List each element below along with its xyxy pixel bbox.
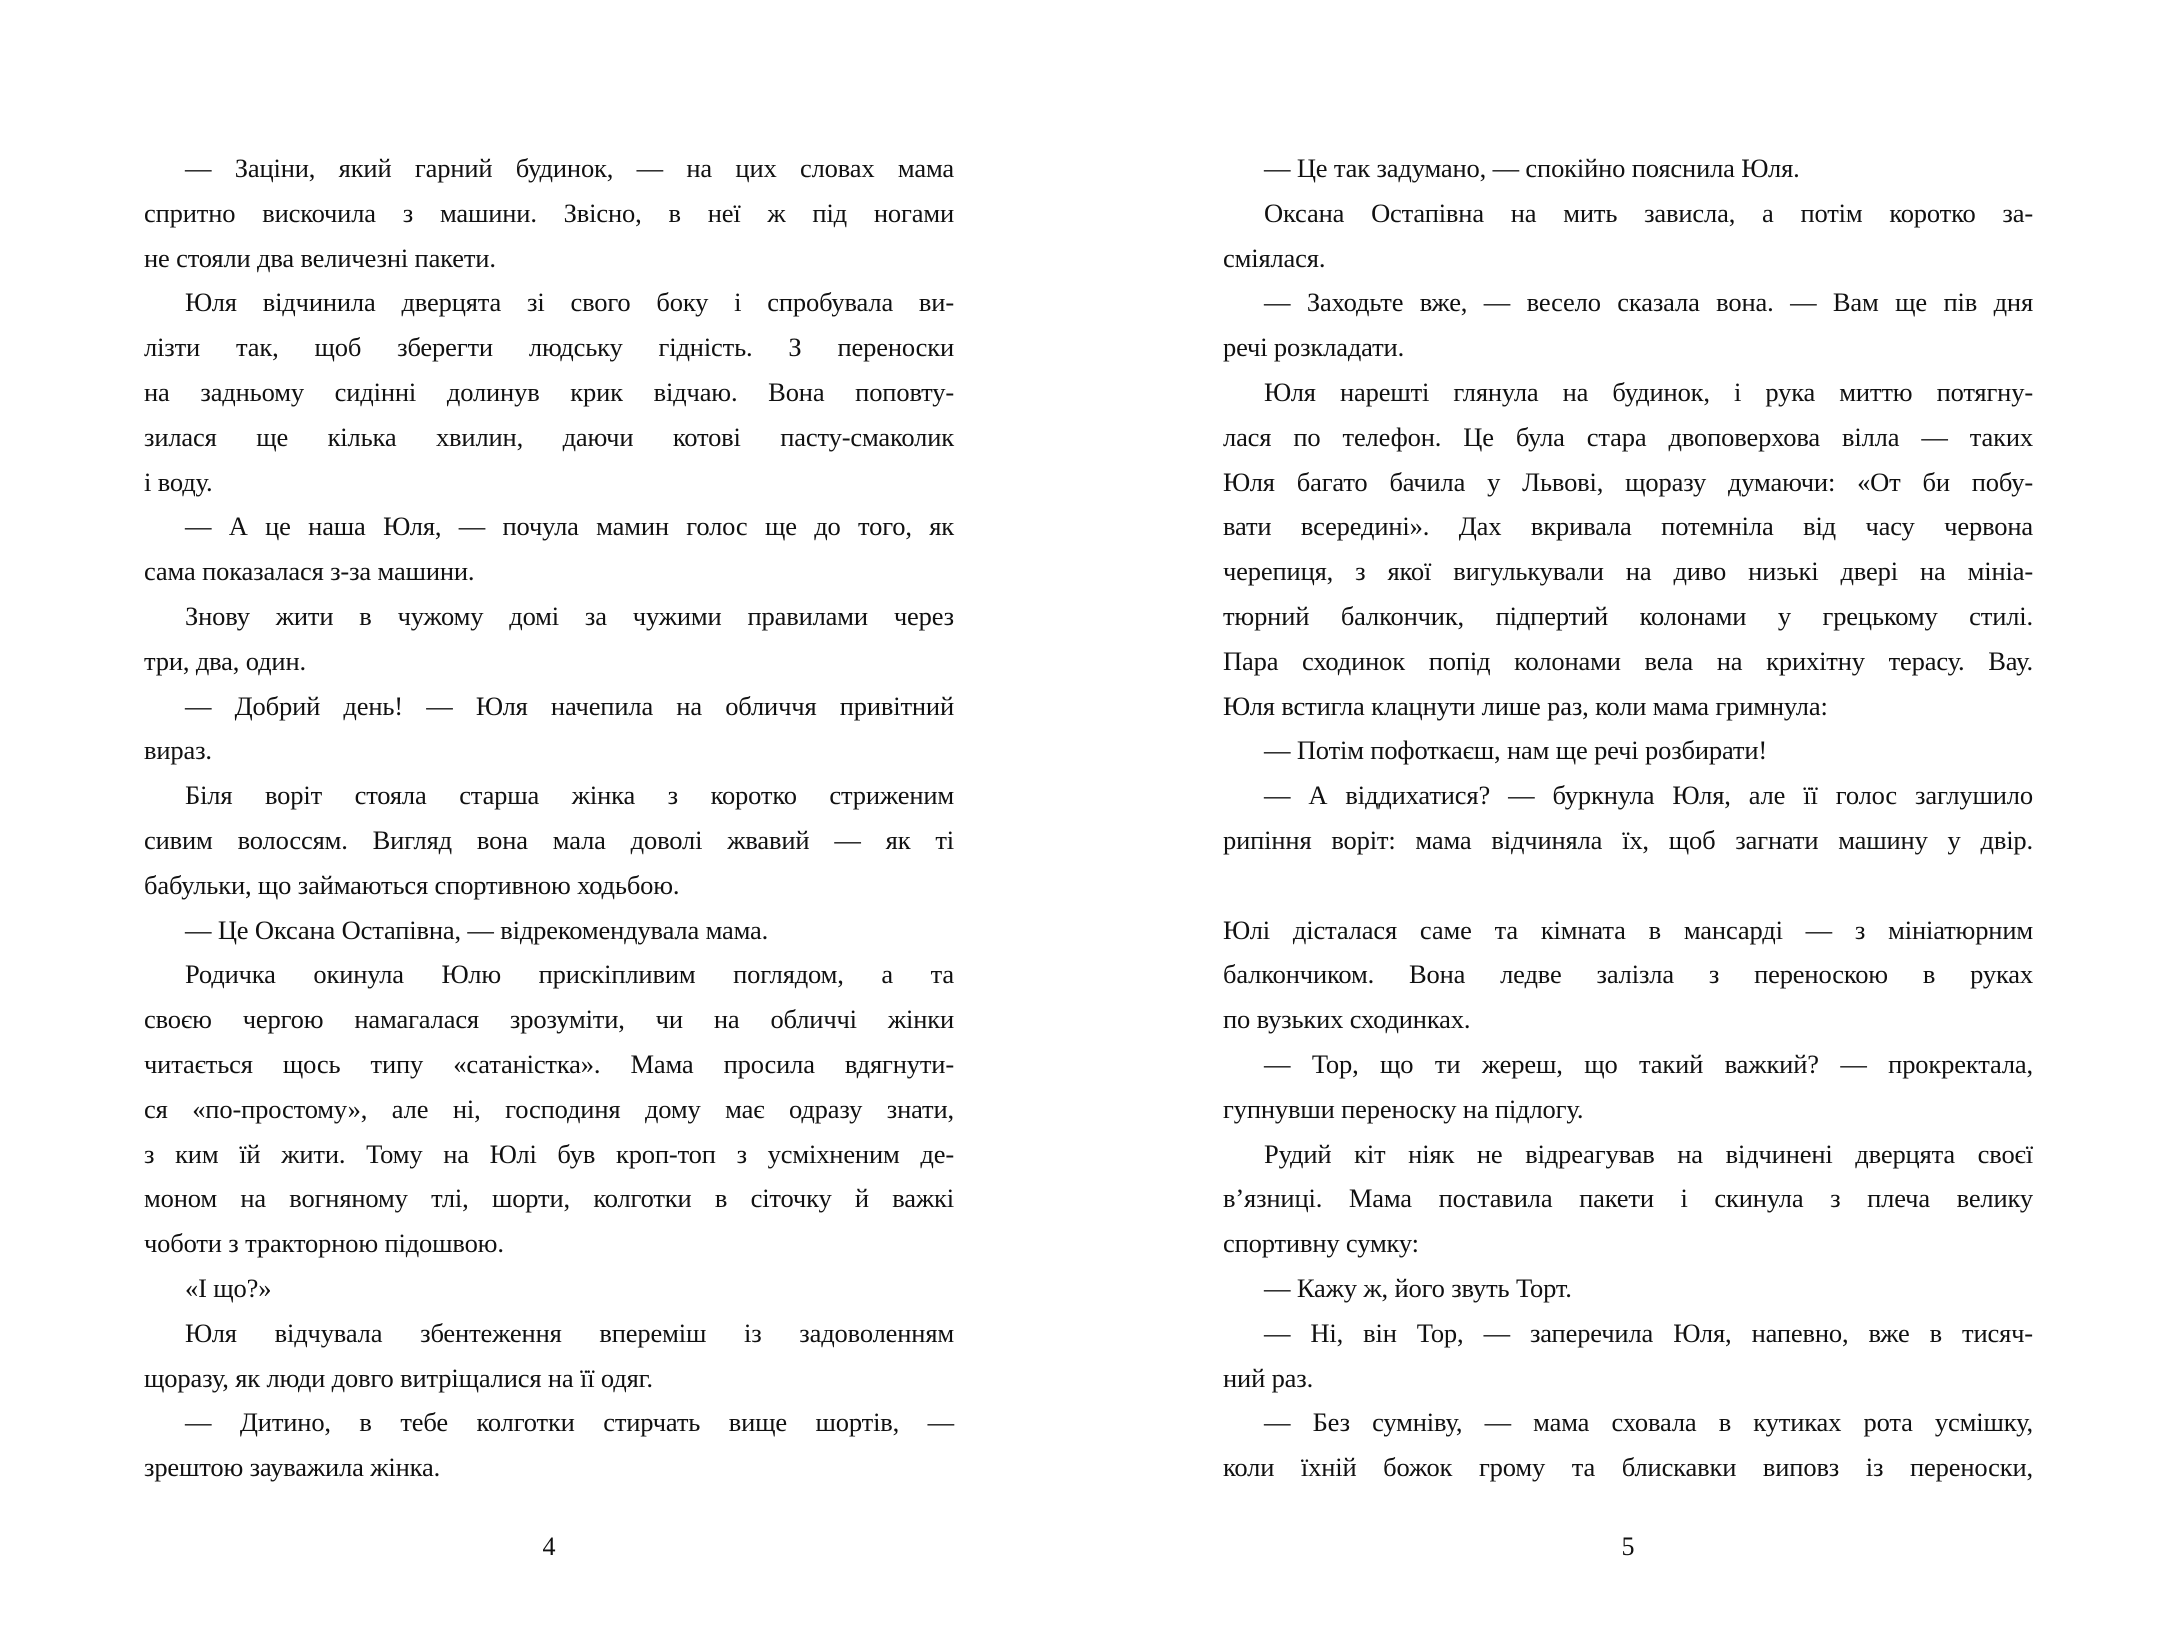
- text-line: балкончиком. Вона ледве залізла з переноскою в руках: [1223, 959, 2033, 990]
- text-line: — Кажу ж, його звуть Торт.: [1264, 1273, 1572, 1303]
- text-line: чоботи з тракторною підошвою.: [144, 1228, 504, 1259]
- text-line: вираз.: [144, 735, 212, 766]
- text-line: на задньому сидінні долинув крик відчаю. Вона поповту-: [144, 377, 954, 407]
- text-line: зилася ще кілька хвилин, даючи котові пасту-смаколик: [144, 421, 954, 452]
- scene-break: [1223, 865, 2033, 905]
- text-line: коли їхній божок грому та блискавки виповз із переноски,: [1223, 1452, 2033, 1483]
- text-line: три, два, один.: [144, 645, 306, 676]
- text-line: і воду.: [144, 466, 213, 497]
- text-line: Юлі дісталася саме та кімната в мансарді — з мініатюрним: [1223, 914, 2033, 945]
- page-number: 5: [1621, 1532, 1635, 1561]
- text-line: лізти так, щоб зберегти людську гідність. З переноски: [144, 332, 954, 363]
- text-line: черепиця, з якої вигулькували на диво низькі двері на мініа-: [1223, 556, 2033, 587]
- text-line: спритно вискочила з машини. Звісно, в неї ж під ногами: [144, 197, 954, 228]
- text-line: — А це наша Юля, — почула мамин голос ще до того, як: [185, 511, 954, 542]
- text-line: — Тор, що ти жереш, що такий важкий? — прокректала,: [1264, 1049, 2033, 1079]
- text-line: — Без сумніву, — мама сховала в кутиках рота усмішку,: [1264, 1407, 2033, 1438]
- text-line: — Це так задумано, — спокійно пояснила Юля.: [1264, 153, 1800, 183]
- text-line: в’язниці. Мама поставила пакети і скинула з плеча велику: [1223, 1183, 2033, 1214]
- text-line: зрештою зауважила жінка.: [144, 1452, 441, 1483]
- text-line: читається щось типу «сатаністка». Мама просила вдягнути-: [144, 1049, 954, 1079]
- text-line: «І що?»: [185, 1273, 272, 1303]
- text-line: спортивну сумку:: [1223, 1228, 1419, 1259]
- text-line: Рудий кіт ніяк не відреагував на відчинені дверцята своєї: [1264, 1138, 2033, 1169]
- text-line: рипіння воріт: мама відчиняла їх, щоб загнати машину у двір.: [1223, 825, 2033, 855]
- text-line: — А віддихатися? — буркнула Юля, але її голос заглушило: [1264, 780, 2033, 811]
- text-line: — Добрий день! — Юля начепила на обличчя привітний: [185, 690, 954, 721]
- page-right: [1087, 0, 2173, 1646]
- text-line: — Ні, він Тор, — заперечила Юля, напевно, вже в тисяч-: [1264, 1317, 2033, 1348]
- text-line: з ким їй жити. Тому на Юлі був кроп-топ з усміхненим де-: [144, 1138, 954, 1169]
- text-line: сміялася.: [1223, 242, 1326, 273]
- page-left: [0, 0, 1086, 1646]
- text-line: гупнувши переноску на підлогу.: [1223, 1093, 1584, 1124]
- text-line: по вузьких сходинках.: [1223, 1004, 1471, 1035]
- text-line: — Потім пофоткаєш, нам ще речі розбирати!: [1264, 735, 1768, 766]
- text-line: — Це Оксана Остапівна, — відрекомендувала мама.: [185, 914, 769, 945]
- text-line: ний раз.: [1223, 1362, 1314, 1393]
- text-line: своєю чергою намагалася зрозуміти, чи на обличчі жінки: [144, 1004, 954, 1035]
- text-line: лася по телефон. Це була стара двоповерхова вілла — таких: [1223, 421, 2033, 452]
- text-line: не стояли два величезні пакети.: [144, 242, 496, 273]
- text-line: вати всередині». Дах вкривала потемніла від часу червона: [1223, 511, 2033, 542]
- text-line: тюрний балкончик, підпертий колонами у грецькому стилі.: [1223, 601, 2033, 631]
- text-line: ся «по-простому», але ні, господиня дому має одразу знати,: [144, 1093, 954, 1124]
- page-number: 4: [542, 1532, 556, 1561]
- text-line: — Заходьте вже, — весело сказала вона. — Вам ще пів дня: [1264, 287, 2033, 318]
- text-line: Юля встигла клацнути лише раз, коли мама гримнула:: [1223, 690, 1828, 721]
- text-line: сама показалася з-за машини.: [144, 556, 475, 587]
- text-line: Оксана Остапівна на мить зависла, а потім коротко за-: [1264, 197, 2033, 228]
- text-line: Пара сходинок попід колонами вела на крихітну терасу. Вау.: [1223, 645, 2033, 676]
- text-line: Юля багато бачила у Львові, щоразу думаючи: «От би побу-: [1223, 466, 2033, 497]
- text-line: Юля нарешті глянула на будинок, і рука миттю потягну-: [1264, 377, 2033, 407]
- text-line: Родичка окинула Юлю прискіпливим поглядом, а та: [185, 959, 954, 990]
- text-line: сивим волоссям. Вигляд вона мала доволі жвавий — як ті: [144, 825, 954, 855]
- text-line: Знову жити в чужому домі за чужими правилами через: [185, 601, 954, 631]
- text-line: — Дитино, в тебе колготки стирчать вище шортів, —: [185, 1407, 954, 1438]
- text-line: — Заціни, який гарний будинок, — на цих словах мама: [185, 153, 954, 183]
- text-line: речі розкладати.: [1223, 332, 1405, 363]
- text-line: моном на вогняному тлі, шорти, колготки в сіточку й важкі: [144, 1183, 954, 1214]
- text-line: бабульки, що займаються спортивною ходьбою.: [144, 869, 680, 900]
- text-line: Юля відчувала збентеження впереміш із задоволенням: [185, 1317, 954, 1348]
- text-line: Юля відчинила дверцята зі свого боку і спробувала ви-: [185, 287, 954, 318]
- text-line: щоразу, як люди довго витріщалися на її одяг.: [144, 1362, 653, 1393]
- text-line: Біля воріт стояла старша жінка з коротко стриженим: [185, 780, 954, 811]
